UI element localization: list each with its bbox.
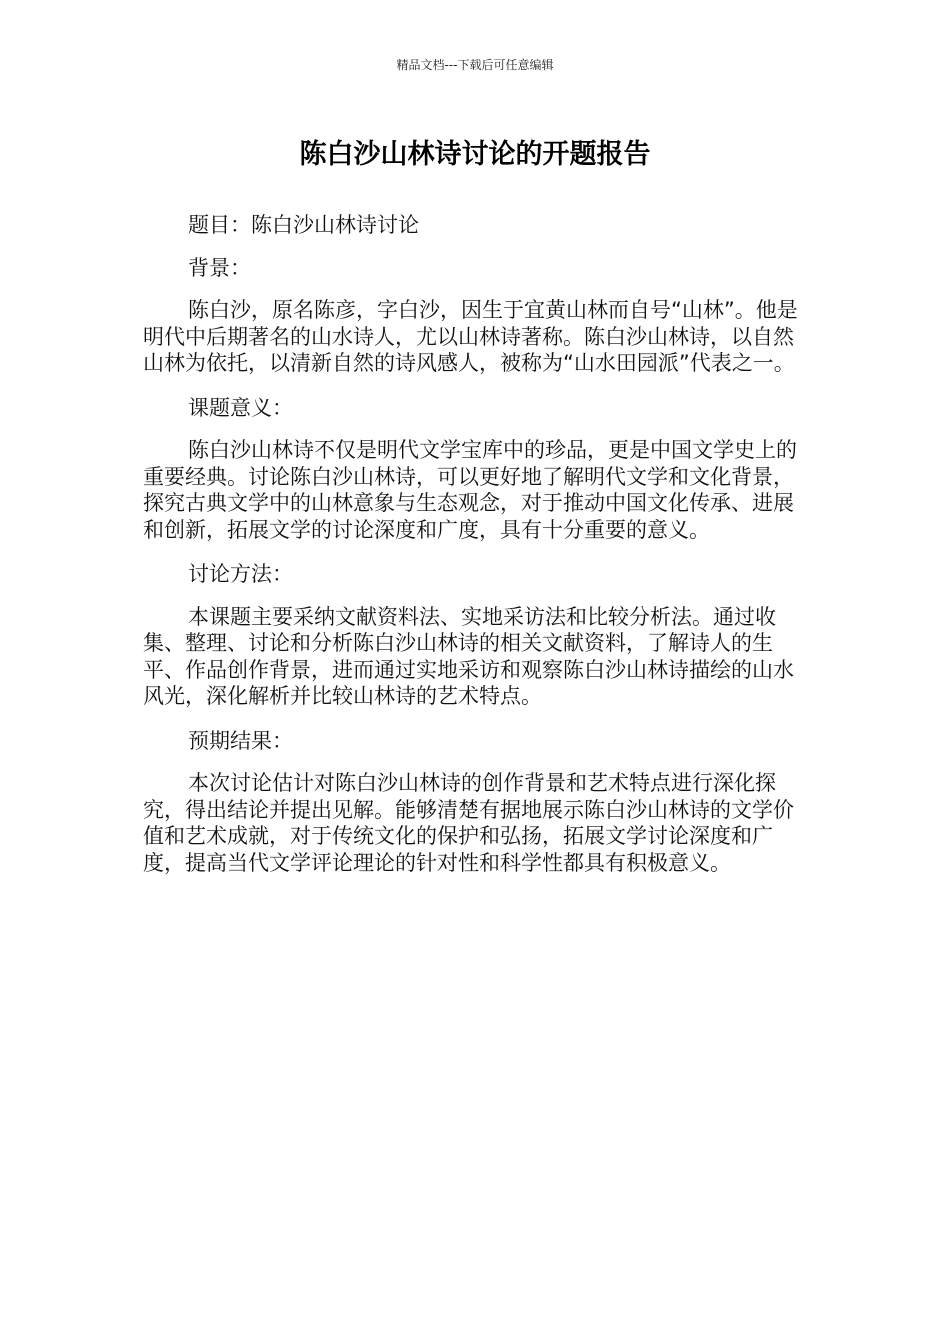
topic-line: 题目：陈白沙山林诗讨论 [188,213,419,237]
expected-heading: 预期结果： [188,728,293,753]
header-note: 精品文档---下载后可任意编辑 [396,58,554,72]
method-heading: 讨论方法： [188,562,293,586]
background-paragraph: 陈白沙，原名陈彦，字白沙，因生于宜黄山林而自号“山林”。他是明代中后期著名的山水诗人，尤以山林诗著称。陈白沙山林诗，以自然山林为依托，以清新自然的诗风感人，被称为“山水田园派”代表之一。 [143,298,798,375]
significance-paragraph: 陈白沙山林诗不仅是明代文学宝库中的珍品，更是中国文学史上的重要经典。讨论陈白沙山林诗，可以更好地了解明代文学和文化背景，探究古典文学中的山林意象与生态观念，对于推动中国文化传承、进展和创新，拓展文学的讨论深度和广度，具有十分重要的意义。 [143,438,797,542]
significance-heading: 课题意义： [188,395,293,420]
document-title: 陈白沙山林诗讨论的开题报告 [299,139,651,170]
expected-paragraph: 本次讨论估计对陈白沙山林诗的创作背景和艺术特点进行深化探究，得出结论并提出见解。能够清楚有据地展示陈白沙山林诗的文学价值和艺术成就，对于传统文化的保护和弘扬，拓展文学讨论深度和广度，提高当代文学评论理论的针对性和科学性都具有积极意义。 [143,771,794,875]
document-body [143,212,807,894]
background-heading: 背景： [188,255,251,280]
method-paragraph: 本课题主要采纳文献资料法、实地采访法和比较分析法。通过收集、整理、讨论和分析陈白沙山林诗的相关文献资料，了解诗人的生平、作品创作背景，进而通过实地采访和观察陈白沙山林诗描绘的山水风光，深化解析并比较山林诗的艺术特点。 [143,604,794,708]
